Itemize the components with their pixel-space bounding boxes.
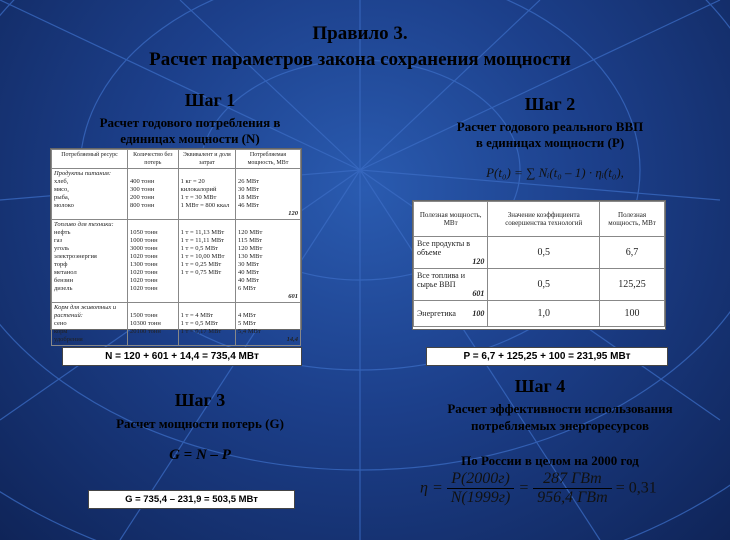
step4-label: Шаг 4 — [514, 376, 566, 396]
amount: 1300 тонн — [129, 261, 158, 268]
amount: 1050 тонн — [129, 229, 158, 236]
table-row — [414, 237, 665, 269]
row-label: Энергетика — [417, 309, 456, 318]
equiv: 1 т = 0,25 МВт — [180, 261, 222, 268]
list-item: уголь — [54, 245, 70, 252]
equals-sign: = — [518, 479, 530, 497]
step1-desc-1: Расчет годового потребления в — [99, 115, 281, 130]
list-item: рыба, — [54, 194, 70, 201]
row-label: Все продукты в объеме — [417, 239, 471, 257]
group-total: 14,4 — [286, 336, 298, 343]
equiv: 1 т = 0,17 МВт — [180, 328, 222, 335]
step1-table — [50, 148, 302, 343]
power: 40 МВт — [237, 277, 260, 284]
t1-header-resource: Потребляемый ресурс — [52, 150, 128, 169]
amount: 10300 тонн — [129, 320, 161, 327]
step4-result: = 0,31 — [615, 479, 657, 497]
table-row — [414, 301, 665, 327]
power: 115 МВт — [237, 237, 263, 244]
amount: 1000 тонн — [129, 237, 158, 244]
row-coef: 0,5 — [488, 269, 600, 301]
equiv: 1 т = 30 МВт — [180, 194, 217, 201]
row-coef: 1,0 — [488, 301, 600, 327]
list-item: торф — [54, 261, 68, 268]
list-item: хлеб, — [54, 178, 69, 185]
list-item: дизель — [54, 285, 73, 292]
t2-header-2: Значение коэффициента совершенства технологий — [488, 202, 600, 237]
page-title: Правило 3. — [312, 23, 408, 44]
fraction-numerator: P(2000г) — [447, 470, 515, 489]
list-item: нефть — [54, 229, 71, 236]
row-value: 601 — [472, 289, 485, 298]
step3-formula: G = N – P — [169, 447, 231, 463]
list-item: газ — [54, 237, 63, 244]
step1-result: N = 120 + 601 + 14,4 = 735,4 МВт — [62, 347, 302, 366]
row-power: 6,7 — [600, 237, 665, 269]
step4-formula — [420, 470, 700, 520]
list-item: молоко — [54, 202, 74, 209]
equiv: 1 кг = 20 килокалорий — [180, 178, 217, 193]
amount: 200 тонн — [129, 194, 155, 201]
step3-desc: Расчет мощности потерь (G) — [116, 416, 284, 431]
list-item: сено — [54, 320, 67, 327]
step2-result: P = 6,7 + 125,25 + 100 = 231,95 МВт — [426, 347, 668, 366]
step2-desc-1: Расчет годового реального ВВП — [456, 119, 644, 134]
t1-header-amount: Количество без потерь — [127, 150, 178, 169]
group-name: Продукты питания: — [54, 170, 112, 177]
amount: 300 тонн — [129, 186, 155, 193]
step3-label: Шаг 3 — [174, 390, 226, 410]
list-item: удобрения — [54, 336, 83, 343]
amount: 400 тонн — [129, 178, 155, 185]
power: 4 МВт — [237, 312, 256, 319]
equiv: 1 т = 0,5 МВт — [180, 320, 219, 327]
fraction-numerator: 287 ГВт — [533, 470, 612, 489]
step2-table — [412, 200, 666, 330]
list-item: мясо, — [54, 186, 69, 193]
group-total: 601 — [288, 293, 298, 300]
equiv: 1 т = 11,11 МВт — [180, 237, 225, 244]
step4-subtitle: По России в целом на 2000 год — [461, 453, 639, 468]
step2-formula: P(t₀) = ∑ Nᵢ(t₀ – 1) · ηᵢ(t₀), — [486, 165, 624, 180]
amount: 20100 тонн — [129, 328, 161, 335]
equiv: 1 МВт = 800 ккал — [180, 202, 230, 209]
power: 46 МВт — [237, 202, 260, 209]
step2-desc-2: в единицах мощности (P) — [475, 135, 625, 150]
row-label: Все топлива и сырье ВВП — [417, 271, 465, 289]
amount: 1020 тонн — [129, 285, 158, 292]
list-item: бензин — [54, 277, 74, 284]
amount: 800 тонн — [129, 202, 155, 209]
list-item: корм — [54, 328, 68, 335]
step2-label: Шаг 2 — [524, 94, 576, 114]
amount: 1020 тонн — [129, 253, 158, 260]
fraction-denominator: N(1999г) — [450, 489, 511, 506]
power: 120 МВт — [237, 229, 263, 236]
equiv: 1 т = 10,00 МВт — [180, 253, 225, 260]
step4-desc-1: Расчет эффективности использования — [447, 401, 673, 416]
row-value: 100 — [472, 309, 485, 318]
group-total: 120 — [288, 210, 298, 217]
row-coef: 0,5 — [488, 237, 600, 269]
page-subtitle: Расчет параметров закона сохранения мощности — [149, 49, 571, 70]
group-name: Топливо для техники: — [54, 221, 114, 228]
equiv: 1 т = 0,75 МВт — [180, 269, 222, 276]
list-item: метанол — [54, 269, 77, 276]
table-row — [52, 169, 301, 220]
equiv: 1 т = 4 МВт — [180, 312, 214, 319]
amount: 3000 тонн — [129, 245, 158, 252]
t1-header-power: Потребляемая мощность, МВт — [235, 150, 300, 169]
row-value: 120 — [472, 257, 485, 266]
power: 5 МВт — [237, 320, 256, 327]
t2-header-1: Полезная мощность, МВт — [414, 202, 488, 237]
power: 120 МВт — [237, 245, 263, 252]
step1-label: Шаг 1 — [184, 90, 236, 110]
power: 130 МВт — [237, 253, 263, 260]
amount: 1020 тонн — [129, 277, 158, 284]
list-item: электроэнергия — [54, 253, 97, 260]
group-name: Корм для животных и растений: — [54, 304, 117, 319]
step3-result: G = 735,4 – 231,9 = 503,5 МВт — [88, 490, 295, 509]
t2-header-3: Полезная мощность, МВт — [600, 202, 665, 237]
power: 18 МВт — [237, 194, 260, 201]
step4-desc-2: потребляемых энергоресурсов — [470, 418, 650, 433]
power: 6 МВт — [237, 285, 256, 292]
amount: 1020 тонн — [129, 269, 158, 276]
step1-desc-2: единицах мощности (N) — [120, 131, 260, 146]
amount: 1500 тонн — [129, 312, 158, 319]
fraction-denominator: 956,4 ГВт — [537, 489, 608, 506]
equiv: 1 т = 0,5 МВт — [180, 245, 219, 252]
t1-header-equiv: Эквивалент и доля затрат — [178, 150, 235, 169]
power: 26 МВт — [237, 178, 260, 185]
power: 5,4 МВт — [237, 328, 261, 335]
row-power: 125,25 — [600, 269, 665, 301]
equiv: 1 т = 11,13 МВт — [180, 229, 225, 236]
eta-symbol: η = — [420, 479, 443, 497]
power: 30 МВт — [237, 186, 260, 193]
table-row — [52, 220, 301, 303]
power: 30 МВт — [237, 261, 260, 268]
row-power: 100 — [600, 301, 665, 327]
table-row — [52, 303, 301, 346]
table-row — [414, 269, 665, 301]
power: 40 МВт — [237, 269, 260, 276]
